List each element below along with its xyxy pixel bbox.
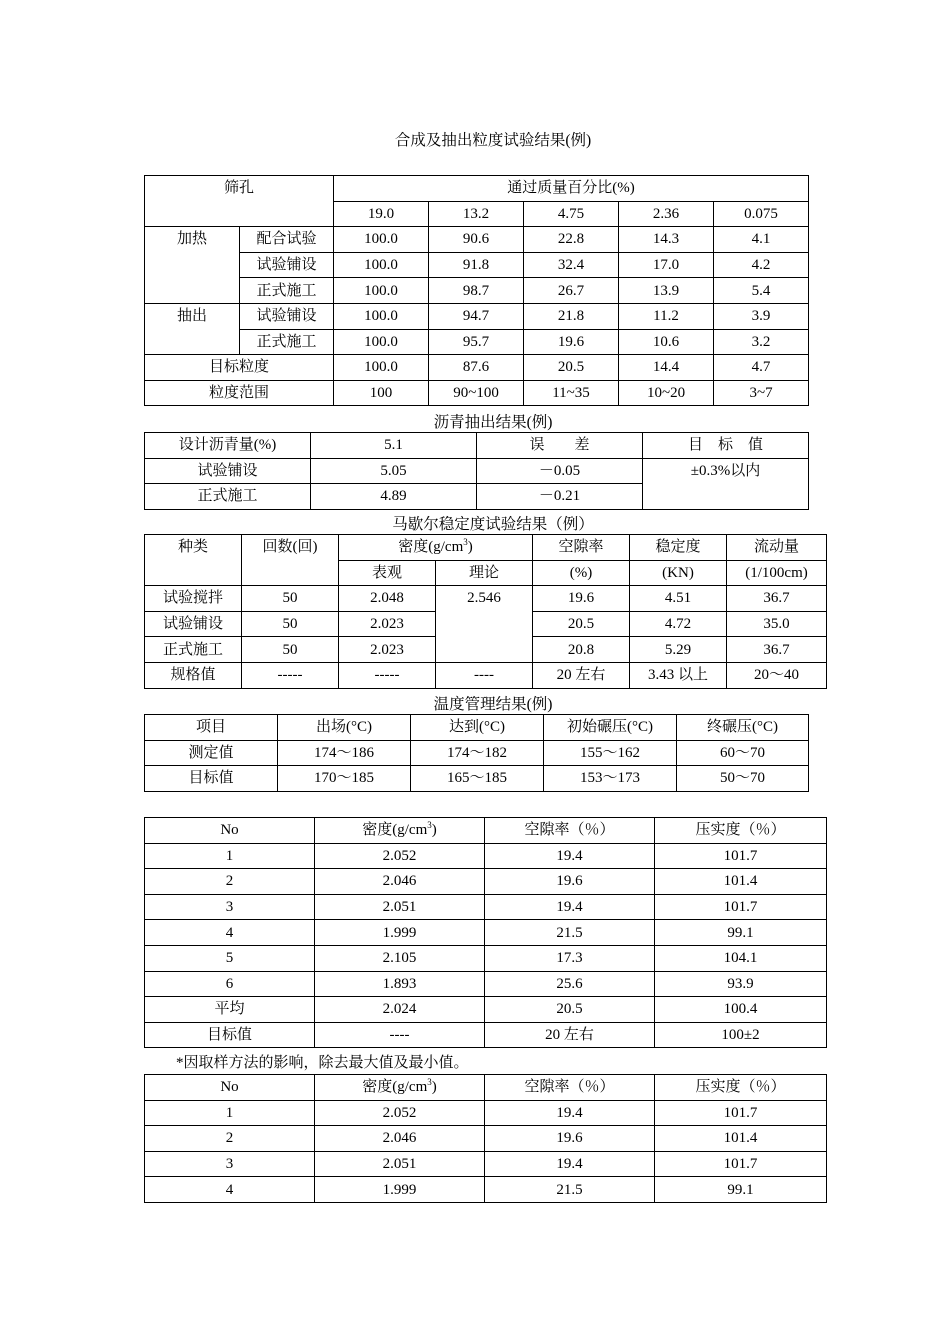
- row-label: 试验铺设: [145, 611, 242, 637]
- cell: 101.7: [655, 894, 827, 920]
- voids-header: 空隙率: [533, 535, 630, 561]
- table-row: [145, 662, 827, 688]
- row-label: 正式施工: [145, 637, 242, 663]
- table-row: [145, 869, 827, 895]
- cell: ----: [315, 1022, 485, 1048]
- table-row: [145, 355, 809, 381]
- column-header: 终碾压(°C): [677, 715, 809, 741]
- cell: 5: [145, 945, 315, 971]
- cell: 50: [242, 637, 339, 663]
- table-row: [145, 920, 827, 946]
- sieve-header: 筛孔: [145, 176, 334, 227]
- sieve-size: 0.075: [714, 201, 809, 227]
- cell: 101.7: [655, 843, 827, 869]
- cell: 19.4: [485, 894, 655, 920]
- cell: 4.7: [714, 355, 809, 381]
- compaction-header: 压实度（％）: [655, 818, 827, 844]
- column-header: 初始碾压(°C): [544, 715, 677, 741]
- table-row: [145, 740, 809, 766]
- cell: 2.105: [315, 945, 485, 971]
- voids-header: 空隙率（％）: [485, 1075, 655, 1101]
- table-row: [145, 843, 827, 869]
- cell: 5.29: [630, 637, 727, 663]
- marshall-title: 马歇尔稳定度试验结果（例）: [392, 516, 594, 533]
- sieve-size: 4.75: [524, 201, 619, 227]
- sieve-size: 19.0: [334, 201, 429, 227]
- cell: 25.6: [485, 971, 655, 997]
- extract-group-label: 抽出: [145, 303, 240, 354]
- row-label: 试验铺设: [240, 303, 334, 329]
- target-header: 目 标 值: [643, 433, 809, 459]
- cell: 平均: [145, 997, 315, 1023]
- cell: 101.4: [655, 869, 827, 895]
- cell: 87.6: [429, 355, 524, 381]
- cell: 13.9: [619, 278, 714, 304]
- heat-group-label: 加热: [145, 227, 240, 304]
- cell: 20.5: [524, 355, 619, 381]
- theory-header: 理论: [436, 560, 533, 586]
- row-label: 试验铺设: [240, 252, 334, 278]
- cell: 21.5: [485, 920, 655, 946]
- cell: 21.5: [485, 1177, 655, 1203]
- row-label: 试验搅拌: [145, 586, 242, 612]
- theory-value: 2.546: [436, 586, 533, 663]
- table-row: [145, 997, 827, 1023]
- cell: 11~35: [524, 380, 619, 406]
- table-row: [145, 1100, 827, 1126]
- cell: 2: [145, 1126, 315, 1152]
- cell: 19.6: [533, 586, 630, 612]
- cell: 14.3: [619, 227, 714, 253]
- cell: 100.0: [334, 303, 429, 329]
- marshall-table: [144, 534, 827, 689]
- cell: 91.8: [429, 252, 524, 278]
- table-row: [145, 278, 809, 304]
- cell: 170～185: [278, 766, 411, 792]
- cell: 1: [145, 843, 315, 869]
- cell: 100.0: [334, 278, 429, 304]
- cell: －0.21: [477, 484, 643, 510]
- cell: 165～185: [411, 766, 544, 792]
- cell: 3.43 以上: [630, 662, 727, 688]
- cell: 1.999: [315, 920, 485, 946]
- no-header: No: [145, 1075, 315, 1101]
- apparent-header: 表观: [339, 560, 436, 586]
- header-row: [145, 1075, 827, 1101]
- temperature-table: [144, 714, 809, 792]
- compaction-table: [144, 817, 827, 1048]
- table-row: [145, 227, 809, 253]
- cell: 20.8: [533, 637, 630, 663]
- cell: 5.4: [714, 278, 809, 304]
- cell: 10.6: [619, 329, 714, 355]
- cell: 2.051: [315, 1151, 485, 1177]
- row-label: 正式施工: [240, 329, 334, 355]
- row-label: 正式施工: [240, 278, 334, 304]
- cell: 99.1: [655, 920, 827, 946]
- compaction-header: 压实度（％）: [655, 1075, 827, 1101]
- cell: 19.4: [485, 1100, 655, 1126]
- cell: 5.05: [311, 458, 477, 484]
- cell: 目标值: [145, 1022, 315, 1048]
- table-row: [145, 971, 827, 997]
- error-header: 误 差: [477, 433, 643, 459]
- cell: 19.4: [485, 843, 655, 869]
- cell: 2.024: [315, 997, 485, 1023]
- column-header: 出场(°C): [278, 715, 411, 741]
- cell: 104.1: [655, 945, 827, 971]
- density-header: 密度$(g/cm^3)$: [315, 1075, 485, 1101]
- cell: 3: [145, 1151, 315, 1177]
- cell: 100.4: [655, 997, 827, 1023]
- density-header: 密度$(g/cm^3)$: [315, 818, 485, 844]
- cell: 26.7: [524, 278, 619, 304]
- table-row: [145, 586, 827, 612]
- gradation-table: [144, 175, 809, 406]
- cell: -----: [242, 662, 339, 688]
- cell: 20.5: [485, 997, 655, 1023]
- design-label: 设计沥青量(%): [145, 433, 311, 459]
- cell: 1: [145, 1100, 315, 1126]
- compaction-table-filtered: [144, 1074, 827, 1203]
- row-label: 目标值: [145, 766, 278, 792]
- design-value: 5.1: [311, 433, 477, 459]
- cell: 10~20: [619, 380, 714, 406]
- row-label: 规格值: [145, 662, 242, 688]
- cell: 6: [145, 971, 315, 997]
- table-row: [145, 329, 809, 355]
- cell: 20 左右: [533, 662, 630, 688]
- target-value: ±0.3%以内: [643, 458, 809, 509]
- table-row: [145, 766, 809, 792]
- flow-unit: (1/100cm): [727, 560, 827, 586]
- flow-header: 流动量: [727, 535, 827, 561]
- cell: 98.7: [429, 278, 524, 304]
- column-header: 达到(°C): [411, 715, 544, 741]
- cell: 95.7: [429, 329, 524, 355]
- cell: 4.51: [630, 586, 727, 612]
- cell: 20 左右: [485, 1022, 655, 1048]
- table-row: [145, 1126, 827, 1152]
- asphalt-title: 沥青抽出结果(例): [433, 414, 553, 431]
- cell: 22.8: [524, 227, 619, 253]
- cell: 21.8: [524, 303, 619, 329]
- column-header: 项目: [145, 715, 278, 741]
- cell: 99.1: [655, 1177, 827, 1203]
- gradation-title: 合成及抽出粒度试验结果(例): [394, 132, 592, 149]
- table-row: [145, 945, 827, 971]
- cell: 32.4: [524, 252, 619, 278]
- header-row: [145, 818, 827, 844]
- cell: 3: [145, 894, 315, 920]
- cell: 100±2: [655, 1022, 827, 1048]
- cell: 3.9: [714, 303, 809, 329]
- table-row: [145, 303, 809, 329]
- table-row: [145, 458, 809, 484]
- stability-unit: (KN): [630, 560, 727, 586]
- cell: 90.6: [429, 227, 524, 253]
- cell: 36.7: [727, 637, 827, 663]
- cell: 2.051: [315, 894, 485, 920]
- cell: 2.052: [315, 1100, 485, 1126]
- cell: 19.6: [485, 869, 655, 895]
- cell: －0.05: [477, 458, 643, 484]
- cell: 174～182: [411, 740, 544, 766]
- row-label: 试验铺设: [145, 458, 311, 484]
- cell: 4: [145, 920, 315, 946]
- cell: 100.0: [334, 355, 429, 381]
- sieve-size: 13.2: [429, 201, 524, 227]
- sieve-size: 2.36: [619, 201, 714, 227]
- cell: 2.023: [339, 637, 436, 663]
- row-label: 目标粒度: [145, 355, 334, 381]
- cell: 100: [334, 380, 429, 406]
- cell: 1.893: [315, 971, 485, 997]
- cell: 35.0: [727, 611, 827, 637]
- table-row: [145, 1151, 827, 1177]
- voids-unit: (%): [533, 560, 630, 586]
- cell: 2.048: [339, 586, 436, 612]
- cell: 19.4: [485, 1151, 655, 1177]
- cell: 100.0: [334, 252, 429, 278]
- asphalt-table: [144, 432, 809, 510]
- cell: ----: [436, 662, 533, 688]
- table-row: [145, 1177, 827, 1203]
- cell: 4: [145, 1177, 315, 1203]
- row-label: 正式施工: [145, 484, 311, 510]
- cell: 3.2: [714, 329, 809, 355]
- table-row: [145, 894, 827, 920]
- cell: 50: [242, 586, 339, 612]
- type-header: 种类: [145, 535, 242, 586]
- cell: 14.4: [619, 355, 714, 381]
- cell: 155～162: [544, 740, 677, 766]
- cell: 100.0: [334, 329, 429, 355]
- cell: 100.0: [334, 227, 429, 253]
- voids-header: 空隙率（％）: [485, 818, 655, 844]
- cell: 174～186: [278, 740, 411, 766]
- cell: 90~100: [429, 380, 524, 406]
- table-row: [145, 1022, 827, 1048]
- density-header: 密度$(g/cm^3)$: [339, 535, 533, 561]
- cell: 19.6: [485, 1126, 655, 1152]
- cell: 2.052: [315, 843, 485, 869]
- cell: 2: [145, 869, 315, 895]
- cell: 4.89: [311, 484, 477, 510]
- cell: 17.0: [619, 252, 714, 278]
- cell: 1.999: [315, 1177, 485, 1203]
- row-label: 测定值: [145, 740, 278, 766]
- cell: 20～40: [727, 662, 827, 688]
- cell: 11.2: [619, 303, 714, 329]
- row-label: 粒度范围: [145, 380, 334, 406]
- cell: 4.2: [714, 252, 809, 278]
- cell: 4.72: [630, 611, 727, 637]
- cell: 17.3: [485, 945, 655, 971]
- cell: 153～173: [544, 766, 677, 792]
- temperature-title: 温度管理结果(例): [433, 696, 553, 713]
- cell: 2.046: [315, 869, 485, 895]
- table-row: [145, 252, 809, 278]
- stability-header: 稳定度: [630, 535, 727, 561]
- footnote: *因取样方法的影响，除去最大值及最小值。: [176, 1055, 469, 1071]
- cell: 101.7: [655, 1151, 827, 1177]
- cell: 50: [242, 611, 339, 637]
- cell: 94.7: [429, 303, 524, 329]
- cell: 93.9: [655, 971, 827, 997]
- no-header: No: [145, 818, 315, 844]
- cell: 2.023: [339, 611, 436, 637]
- cell: 4.1: [714, 227, 809, 253]
- cell: 19.6: [524, 329, 619, 355]
- cell: 3~7: [714, 380, 809, 406]
- row-label: 配合试验: [240, 227, 334, 253]
- header-row: [145, 715, 809, 741]
- cell: 20.5: [533, 611, 630, 637]
- cell: 101.7: [655, 1100, 827, 1126]
- cell: 101.4: [655, 1126, 827, 1152]
- blows-header: 回数(回): [242, 535, 339, 586]
- table-row: [145, 380, 809, 406]
- cell: 36.7: [727, 586, 827, 612]
- pass-header: 通过质量百分比(%): [334, 176, 809, 202]
- cell: 60～70: [677, 740, 809, 766]
- cell: -----: [339, 662, 436, 688]
- cell: 50～70: [677, 766, 809, 792]
- cell: 2.046: [315, 1126, 485, 1152]
